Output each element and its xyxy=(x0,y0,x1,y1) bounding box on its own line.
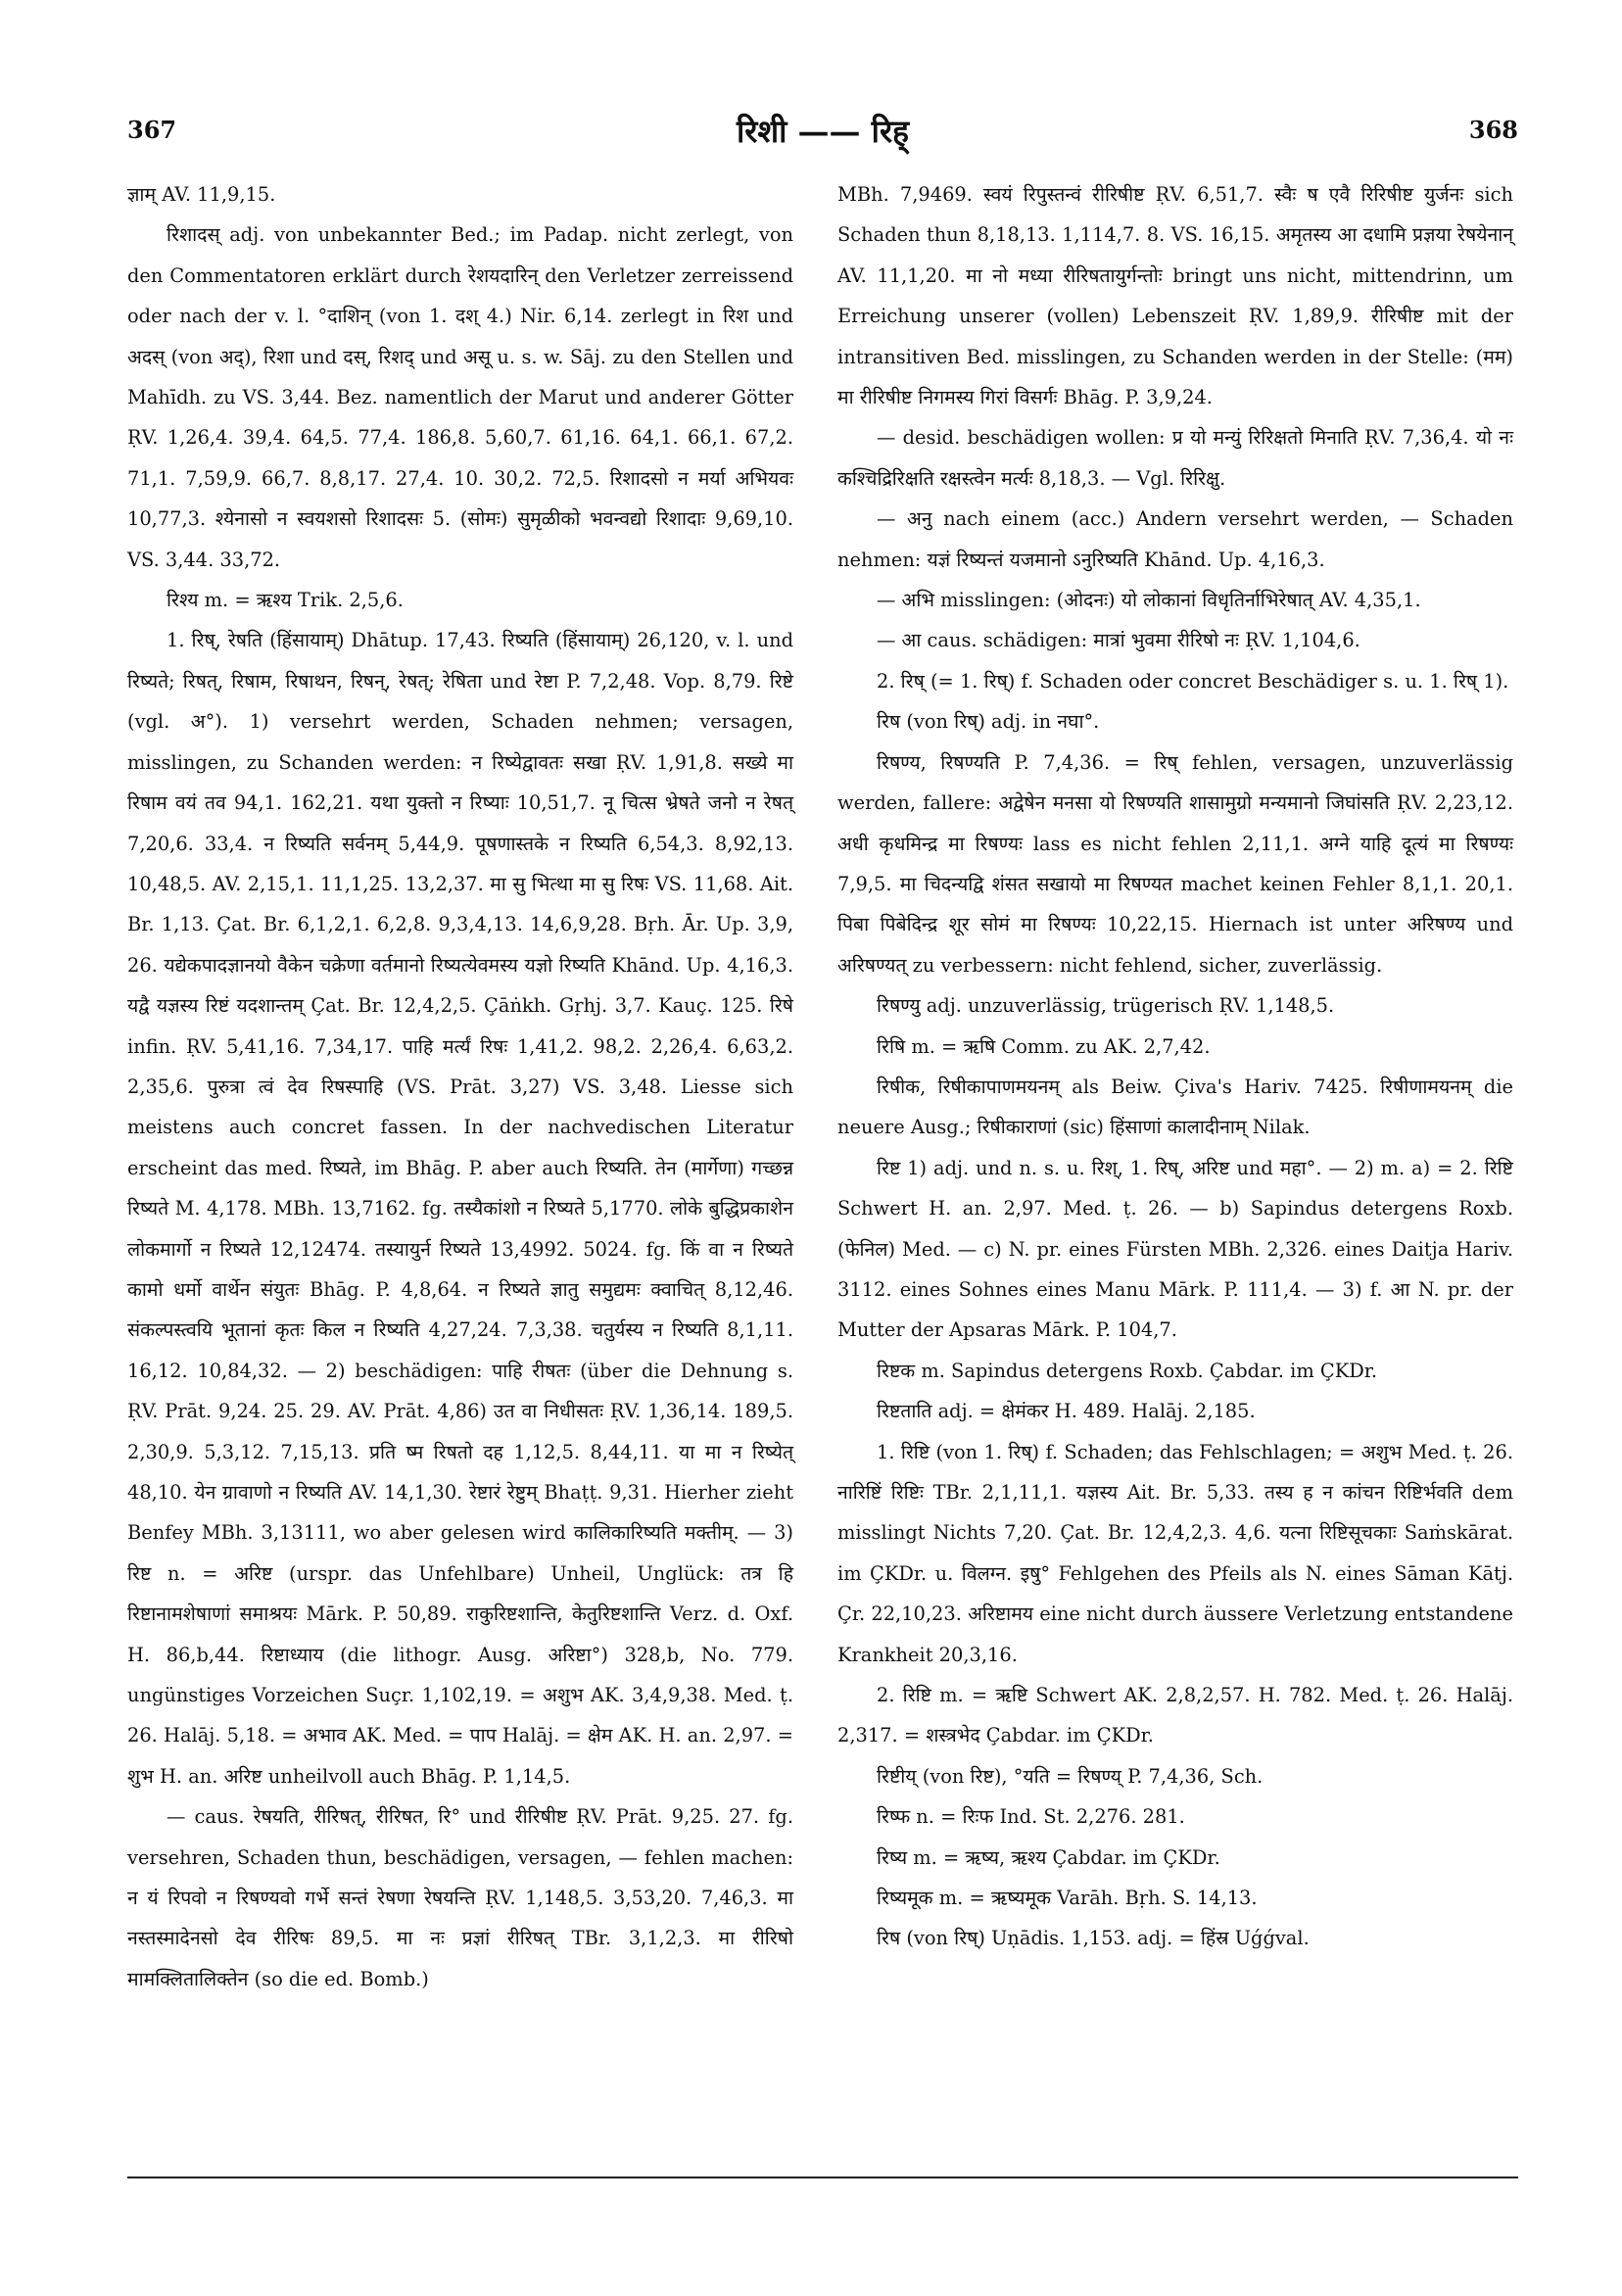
footer-rule xyxy=(127,2176,1518,2178)
page-header xyxy=(127,113,1518,165)
right-column xyxy=(837,174,1513,1959)
entry-paragraph: रिषि m. = ऋषि Comm. zu AK. 2,7,42. xyxy=(877,1034,1211,1058)
entry-paragraph: — अनु nach einem (acc.) Andern versehrt werden, — Schaden nehmen: यज्ञं रिष्यन्तं यजमानो ऽनुरिष्यति Khānd. Up. 4,16,3. xyxy=(837,507,1513,571)
entry-paragraph: रिष (von रिष्) Uṇādis. 1,153. adj. = हिंस्र Uǵǵval. xyxy=(877,1927,1310,1950)
entry-paragraph: 1. रिष्टि (von 1. रिष्) f. Schaden; das Fehlschlagen; = अशुभ Med. ṭ. 26. नारिष्टिं रिष्टिः TBr. 2,1,11,1. यज्ञस्य Ait. Br. 5,33. तस्य ह न कांचन रिष्टिर्भवति dem misslingt Nichts 7,20. Çat. Br. 12,4,2,3. 4,6. यत्ना रिष्टिसूचकाः Saṁskārat. im ÇKDr. u. विलग्न. इषु° Fehlgehen des Pfeils als N. eines Sāman Kātj. Çr. 22,10,23. अरिष्टामय eine nicht durch äussere Verletzung entstandene Krankheit 20,3,16. xyxy=(837,1440,1513,1666)
entry-paragraph: रिषण्यु adj. unzuverlässig, trügerisch ṚV. 1,148,5. xyxy=(877,994,1335,1018)
entry-paragraph: रिश्य m. = ऋश्य Trik. 2,5,6. xyxy=(167,589,404,612)
entry-paragraph: रिष (von रिष्) adj. in नघा°. xyxy=(877,710,1100,734)
entry-paragraph: रिष्फ n. = रिःफ Ind. St. 2,276. 281. xyxy=(877,1805,1185,1829)
entry-paragraph: रिष्टीय् (von रिष्ट), °यति = रिषण्य् P. 7,4,36, Sch. xyxy=(877,1764,1264,1788)
running-title: रिशी —— रिह् xyxy=(736,113,910,150)
entry-paragraph: रिष्य m. = ऋष्य, ऋश्य Çabdar. im ÇKDr. xyxy=(877,1845,1220,1869)
entry-paragraph: 1. रिष्, रेषति (हिंसायाम्) Dhātup. 17,43. रिष्यति (हिंसायाम्) 26,120, v. l. und रिष्यते; रिषत्, रिषाम, रिषाथन, रिषन्, रेषत्; रेषिता und रेष्टा P. 7,2,48. Vop. 8,79. रिष्टे (vgl. अ°). 1) versehrt werden, Schaden nehmen; versagen, misslingen, zu Schanden werden: न रिष्येद्वावतः सखा ṚV. 1,91,8. सख्ये मा रिषाम वयं तव 94,1. 162,21. यथा युक्तो न रिष्याः 10,51,7. नू चित्स भ्रेषते जनो न रेषत् 7,20,6. 33,4. न रिष्यति सर्वनम् 5,44,9. पूषणास्तके न रिष्यति 6,54,3. 8,92,13. 10,48,5. AV. 2,15,1. 11,1,25. 13,2,37. मा सु भित्था मा सु रिषः VS. 11,68. Ait. Br. 1,13. Çat. Br. 6,1,2,1. 6,2,8. 9,3,4,13. 14,6,9,28. Bṛh. Ār. Up. 3,9, 26. यद्येकपादज्ञानयो वैकेन चक्रेणा वर्तमानो रिष्यत्येवमस्य यज्ञो रिष्यति Khānd. Up. 4,16,3. यद्वै यज्ञस्य रिष्टं यदशान्तम् Çat. Br. 12,4,2,5. Çāṅkh. Gṛhj. 3,7. Kauç. 125. रिषे infin. ṚV. 5,41,16. 7,34,17. पाहि मर्त्यं रिषः 1,41,2. 98,2. 2,26,4. 6,63,2. 2,35,6. पुरुत्रा त्वं देव रिषस्पाहि (VS. Prāt. 3,27) VS. 3,48. Liesse sich meistens auch concret fassen. In der nachvedischen Literatur erscheint das med. रिष्यते, im Bhāg. P. aber auch रिष्यति. तेन (मार्गेणा) गच्छन्न रिष्यते M. 4,178. MBh. 13,7162. fg. तस्यैकांशो न रिष्यते 5,1770. लोके बुद्धिप्रकाशेन लोकमार्गो न रिष्यते 12,12474. तस्यायुर्न रिष्यते 13,4992. 5024. fg. किं वा न रिष्यते कामो धर्मो वार्थेन संयुतः Bhāg. P. 4,8,64. न रिष्यते ज्ञातु समुद्यमः क्वाचित् 8,12,46. संकल्पस्त्वयि भूतानां कृतः किल न रिष्यति 4,27,24. 7,3,38. चतुर्यस्य न रिष्यति 8,1,11. 16,12. 10,84,32. — 2) beschädigen: पाहि रीषतः (über die Dehnung s. ṚV. Prāt. 9,24. 25. 29. AV. Prāt. 4,86) उत वा निधीसतः ṚV. 1,36,14. 189,5. 2,30,9. 5,3,12. 7,15,13. प्रति ष्म रिषतो दह 1,12,5. 8,44,11. या मा न रिष्येत् 48,10. येन ग्रावाणो न रिष्यति AV. 14,1,30. रेष्टारं रेष्टुम् Bhaṭṭ. 9,31. Hierher zieht Benfey MBh. 3,13111, wo aber gelesen wird कालिकारिष्यति मक्तीम्. — 3) रिष्ट n. = अरिष्ट (urspr. das Unfehlbare) Unheil, Unglück: तत्र हि रिष्टानामशेषाणां समाश्रयः Mārk. P. 50,89. राकुरिष्टशान्ति, केतुरिष्टशान्ति Verz. d. Oxf. H. 86,b,44. रिष्टाध्याय (die lithogr. Ausg. अरिष्टा°) 328,b, No. 779. ungünstiges Vorzeichen Suçr. 1,102,19. = अशुभ AK. 3,4,9,38. Med. ṭ. 26. Halāj. 5,18. = अभाव AK. Med. = पाप Halāj. = क्षेम AK. H. an. 2,97. = शुभ H. an. अरिष्ट unheilvoll auch Bhāg. P. 1,14,5. xyxy=(127,629,793,1788)
entry-paragraph: ज्ञाम् AV. 11,9,15. xyxy=(127,183,276,206)
entry-paragraph: — आ caus. schädigen: मात्रां भुवमा रीरिषो नः ṚV. 1,104,6. xyxy=(877,629,1360,652)
entry-paragraph: — desid. beschädigen wollen: प्र यो मन्युं रिरिक्षतो मिनाति ṚV. 7,36,4. यो नः कश्चिद्रिरिक्षति रक्षस्त्वेन मर्त्यः 8,18,3. — Vgl. रिरिक्षु. xyxy=(837,426,1513,490)
entry-paragraph: रिष्टताति adj. = क्षेमंकर H. 489. Halāj. 2,185. xyxy=(877,1400,1256,1423)
left-column xyxy=(127,174,793,1999)
entry-paragraph: रिष्ट 1) adj. und n. s. u. रिश्, 1. रिष्, अरिष्ट und महा°. — 2) m. a) = 2. रिष्टि Schwert H. an. 2,97. Med. ṭ. 26. — b) Sapindus detergens Roxb. (फेनिल) Med. — c) N. pr. eines Fürsten MBh. 2,326. eines Daitja Hariv. 3112. eines Sohnes eines Manu Mārk. P. 111,4. — 3) f. आ N. pr. der Mutter der Apsaras Mārk. P. 104,7. xyxy=(837,1156,1513,1342)
entry-paragraph: 2. रिष् (= 1. रिष्) f. Schaden oder concret Beschädiger s. u. 1. रिष् 1). xyxy=(877,669,1509,693)
page-number-left: 367 xyxy=(127,116,177,144)
entry-paragraph: MBh. 7,9469. स्वयं रिपुस्तन्वं रीरिषीष्ट ṚV. 6,51,7. स्वैः ष एवै रिरिषीष्ट युर्जनः sich Schaden thun 8,18,13. 1,114,7. 8. VS. 16,15. अमृतस्य आ दधामि प्रज्ञया रेषयेनान् AV. 11,1,20. मा नो मध्या रीरिषतायुर्गन्तोः bringt uns nicht, mittendrinn, um Erreichung unserer (vollen) Lebenszeit ṚV. 1,89,9. रीरिषीष्ट mit der intransitiven Bed. misslingen, zu Schanden werden in der Stelle: (मम) मा रीरिषीष्ट निगमस्य गिरां विसर्गः Bhāg. P. 3,9,24. xyxy=(837,183,1513,409)
entry-paragraph: रिशादस् adj. von unbekannter Bed.; im Padap. nicht zerlegt, von den Commentatoren erklärt durch रेशयदारिन् den Verletzer zerreissend oder nach der v. l. °दाशिन् (von 1. दश् 4.) Nir. 6,14. zerlegt in रिश und अदस् (von अद्), रिशा und दस्, रिशद् und असू u. s. w. Sāj. zu den Stellen und Mahīdh. zu VS. 3,44. Bez. namentlich der Marut und anderer Götter ṚV. 1,26,4. 39,4. 64,5. 77,4. 186,8. 5,60,7. 61,16. 64,1. 66,1. 67,2. 71,1. 7,59,9. 66,7. 8,8,17. 27,4. 10. 30,2. 72,5. रिशादसो न मर्या अभियवः 10,77,3. श्येनासो न स्वयशसो रिशादसः 5. (सोमः) सुमृळीको भवन्वद्यो रिशादाः 9,69,10. VS. 3,44. 33,72. xyxy=(127,223,793,571)
entry-paragraph: रिषीक, रिषीकापाणमयनम् als Beiw. Çiva's Hariv. 7425. रिषीणामयनम् die neuere Ausg.; रिषीकाराणां (sic) हिंसाणां कालादीनाम् Nilak. xyxy=(837,1075,1513,1139)
entry-paragraph: रिष्टक m. Sapindus detergens Roxb. Çabdar. im ÇKDr. xyxy=(877,1359,1378,1382)
entry-paragraph: रिषण्य, रिषण्यति P. 7,4,36. = रिष् fehlen, versagen, unzuverlässig werden, fallere: अद्वेषेन मनसा यो रिषण्यति शासामुग्रो मन्यमानो जिघांसति ṚV. 2,23,12. अधी कृधमिन्द्र मा रिषण्यः lass es nicht fehlen 2,11,1. अग्ने याहि दूत्यं मा रिषण्यः 7,9,5. मा चिदन्यद्वि शंसत सखायो मा रिषण्यत machet keinen Fehler 8,1,1. 20,1. पिबा पिबेदिन्द्र शूर सोमं मा रिषण्यः 10,22,15. Hiernach ist unter अरिषण्य und अरिषण्यत् zu verbessern: nicht fehlend, sicher, zuverlässig. xyxy=(837,750,1513,977)
entry-paragraph: — caus. रेषयति, रीरिषत्, रीरिषत, रि° und रीरिषीष्ट ṚV. Prāt. 9,25. 27. fg. versehren, Schaden thun, beschädigen, versagen, — fehlen machen: न यं रिपवो न रिषण्यवो गर्भे सन्तं रेषणा रेषयन्ति ṚV. 1,148,5. 3,53,20. 7,46,3. मा नस्तस्मादेनसो देव रीरिषः 89,5. मा नः प्रज्ञां रीरिषत् TBr. 3,1,2,3. मा रीरिषो मामक्लितालिक्तेन (so die ed. Bomb.) xyxy=(127,1805,793,1990)
entry-paragraph: — अभि misslingen: (ओदनः) यो लोकानां विधृतिर्नाभिरेषात् AV. 4,35,1. xyxy=(877,589,1421,612)
page-number-right: 368 xyxy=(1468,116,1518,144)
entry-paragraph: 2. रिष्टि m. = ऋष्टि Schwert AK. 2,8,2,57. H. 782. Med. ṭ. 26. Halāj. 2,317. = शस्त्रभेद Çabdar. im ÇKDr. xyxy=(837,1684,1513,1747)
entry-paragraph: रिष्यमूक m. = ऋष्यमूक Varāh. Bṛh. S. 14,13. xyxy=(877,1887,1258,1910)
